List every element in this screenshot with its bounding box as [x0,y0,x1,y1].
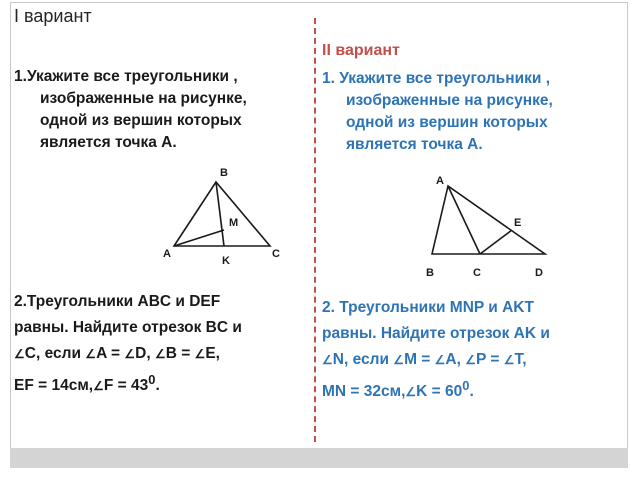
variant2-label-d: D [535,267,543,279]
variant2-task2-line3 [322,347,622,373]
variant2-label-c: C [473,267,481,279]
variant1-task2 [14,289,310,399]
variant1-task2-line4 [14,367,310,399]
variant1-task2-text: C, если [24,345,81,362]
variant1-task2-text: . [155,377,160,395]
variant2-task2-text: T, [514,351,527,368]
variant2-task1-text: Укажите все треугольники , [339,70,550,87]
variant1-label-k: K [222,255,230,267]
variant1-task2-text: E, [205,345,220,362]
variant2-task1-line3: одной из вершин которых [346,114,548,131]
variant2-task2-line1: 2. Треугольники MNP и AKT [322,299,534,316]
variant1-task1-line3: одной из вершин которых [40,112,242,129]
angle-icon: ∠ [14,347,25,361]
variant2-task1-number: 1. [322,70,335,87]
variant1-task1-number: 1. [14,68,27,85]
variant2-task2-line4 [322,373,622,405]
angle-icon: ∠ [503,353,515,367]
variant1-label-b: B [220,167,228,179]
angle-icon: ∠ [93,379,104,394]
variant2-task2-text: P = [476,351,500,368]
angle-icon: ∠ [85,347,97,361]
variant1-task1-text: Укажите все треугольники , [26,68,238,85]
variant1-label-c: C [272,248,280,260]
variant2-task2-text: . [469,383,474,401]
variant1-label-m: M [229,217,239,229]
variant-divider [314,18,316,442]
angle-icon: ∠ [124,347,136,361]
variant1-task2-text: B = [165,345,191,362]
variant2-task1 [322,68,622,156]
variant1-task1-line2: изображенные на рисунке, [40,90,247,107]
variant1-task2-text: A = [96,345,121,362]
variant2-task2 [322,295,622,405]
angle-icon: ∠ [154,347,166,361]
variant2-task2-text: MN = 32см, [322,383,406,401]
variant2-task2-text: M = [404,351,431,368]
variant2-task1-line2: изображенные на рисунке, [346,92,553,109]
variant1-task2-line2: равны. Найдите отрезок BC и [14,319,242,336]
variant2-title: II вариант [322,42,400,59]
angle-icon: ∠ [322,353,333,367]
variant1-task2-text: EF = 14см, [14,377,94,395]
slide-bottom-bar [10,448,628,468]
variant2-task1-line4: является точка А. [346,136,483,153]
variant2-task2-text: K = 60 [416,383,463,401]
angle-icon: ∠ [465,353,476,367]
angle-icon: ∠ [434,353,446,367]
variant1-task2-text: D, [135,345,151,362]
angle-icon: ∠ [405,385,417,400]
variant2-task2-text: N, если [332,351,389,368]
variant2-task1-line1 [322,68,622,90]
degree-sup: 0 [148,372,156,387]
variant2-label-a: A [436,175,444,187]
variant2-label-e: E [514,217,522,229]
variant1-task2-line1: 2.Треугольники ABC и DEF [14,293,221,310]
variant1-title: I вариант [14,6,92,26]
variant2-label-b: B [426,267,434,279]
angle-icon: ∠ [194,347,206,361]
angle-icon: ∠ [393,353,405,367]
variant1-label-a: A [163,248,171,260]
variant1-task1 [14,66,306,154]
variant1-task1-line4: является точка А. [40,134,177,151]
variant1-task2-line3 [14,341,310,367]
variant1-task2-text: F = 43 [103,377,149,395]
variant2-task2-line2: равны. Найдите отрезок AK и [322,325,550,342]
variant1-task1-line1 [14,66,306,88]
degree-sup: 0 [462,378,470,393]
variant2-task2-text: A, [445,351,461,368]
